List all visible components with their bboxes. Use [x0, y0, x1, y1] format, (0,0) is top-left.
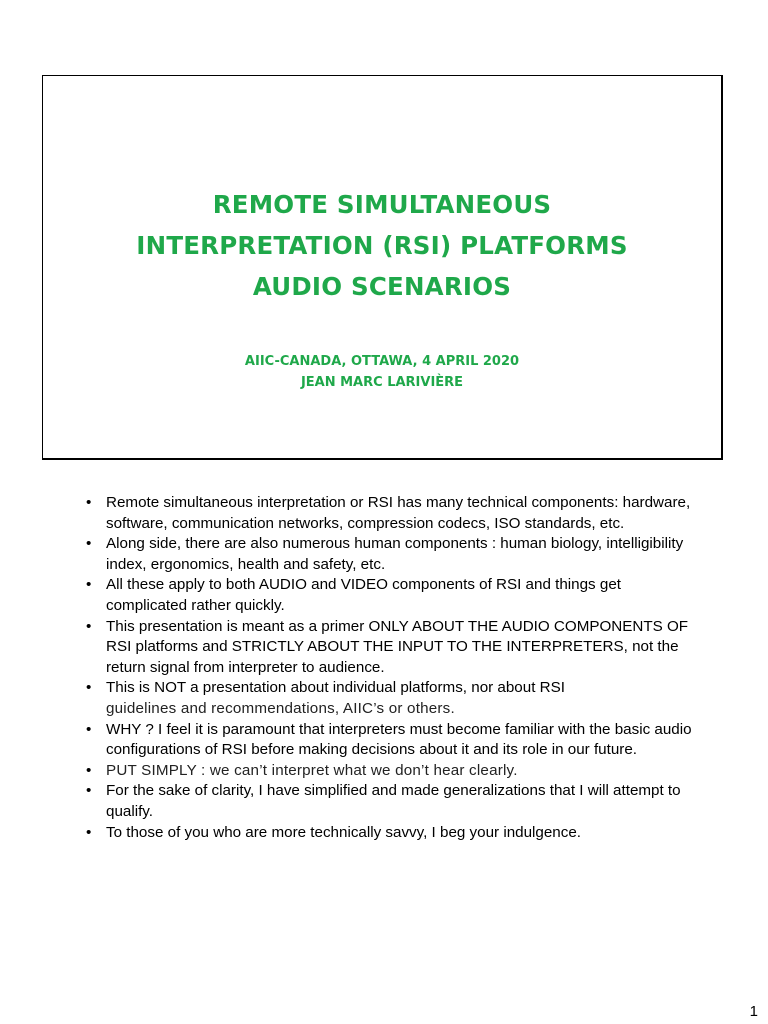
bullet-icon: • [86, 535, 92, 553]
bullet-text: To those of you who are more technically savvy, I beg your indulgence. [106, 823, 582, 841]
bullet-text: PUT SIMPLY : we can’t interpret what we don’t hear clearly. [106, 761, 518, 779]
bullet-text: This is NOT a presentation about individual platforms, nor about RSI [106, 679, 565, 697]
page-number: 1 [749, 1003, 758, 1020]
bullet-text: For the sake of clarity, I have simplified and made generalizations that I will attempt to qualify. [106, 782, 681, 820]
bullet-icon: • [86, 782, 92, 800]
slide-thumbnail [42, 75, 723, 460]
slide-title-line: AUDIO SCENARIOS [252, 272, 512, 301]
bullet-text: Along side, there are also numerous human components : human biology, intelligibility index, ergonomics, health and safety, etc. [106, 535, 684, 573]
bullet-item [86, 781, 706, 822]
bullet-item [86, 575, 706, 616]
slide-subtitle [43, 351, 721, 393]
bullet-item [86, 678, 706, 719]
slide-title-line: REMOTE SIMULTANEOUS [212, 190, 552, 219]
bullet-icon: • [86, 576, 92, 594]
bullet-item [86, 823, 706, 844]
bullet-text: Remote simultaneous interpretation or RSI has many technical components: hardware, software, communication networks, compression codecs, ISO standards, etc. [106, 494, 691, 532]
bullet-text-continuation: guidelines and recommendations, AIIC’s or others. [106, 699, 455, 717]
bullet-icon: • [86, 494, 92, 511]
bullet-item [86, 534, 706, 575]
bullet-icon: • [86, 617, 92, 635]
bullet-text: WHY ? I feel it is paramount that interpreters must become familiar with the basic audio configurations of RSI before making decisions about it and its role in our future. [106, 720, 692, 759]
bullet-item [86, 761, 706, 782]
bullet-icon: • [86, 679, 92, 697]
bullet-icon: • [86, 761, 92, 779]
bullet-text: This presentation is meant as a primer ONLY ABOUT THE AUDIO COMPONENTS OF RSI platforms and STRICTLY ABOUT THE INPUT TO THE INTERPRETERS, not the return signal from interpreter to audience. [106, 617, 689, 676]
bullet-text: All these apply to both AUDIO and VIDEO components of RSI and things get complicated rather quickly. [106, 576, 621, 614]
bullet-item [86, 720, 706, 761]
bullet-item [86, 493, 706, 534]
notes-bullet-list [86, 493, 706, 843]
bullet-icon: • [86, 823, 92, 841]
slide-title-line: INTERPRETATION (RSI) PLATFORMS [136, 231, 628, 260]
slide-subtitle-line: JEAN MARC LARIVIÈRE [300, 375, 464, 390]
bullet-icon: • [86, 720, 92, 738]
bullet-item [86, 617, 706, 679]
slide-title [43, 184, 721, 307]
slide-subtitle-line: AIIC-CANADA, OTTAWA, 4 APRIL 2020 [244, 354, 520, 369]
